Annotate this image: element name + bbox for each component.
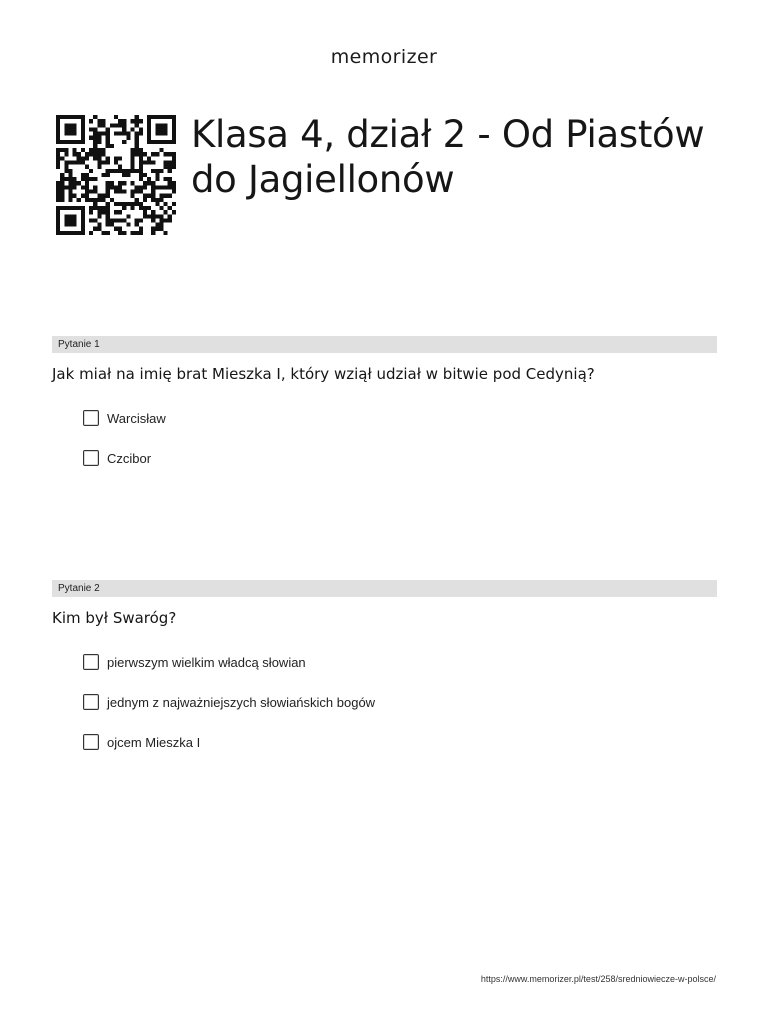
option-label: Warcisław	[107, 410, 166, 426]
question-2-option-1[interactable]	[83, 653, 306, 671]
question-1-option-1[interactable]	[83, 409, 166, 427]
checkbox[interactable]	[83, 734, 99, 750]
page-title-line-1: Klasa 4, dział 2 - Od Piastów	[191, 113, 705, 156]
checkbox[interactable]	[83, 410, 99, 426]
qr-code-icon	[52, 115, 180, 235]
question-1-option-2[interactable]	[83, 449, 151, 467]
page-title-line-2: do Jagiellonów	[191, 158, 455, 201]
page-title	[191, 112, 731, 202]
option-label: jednym z najważniejszych słowiańskich bogów	[107, 694, 376, 710]
question-1-header: Pytanie 1	[52, 336, 717, 353]
footer-url[interactable]: https://www.memorizer.pl/test/258/sredniowiecze-w-polsce/	[480, 974, 716, 984]
checkbox[interactable]	[83, 450, 99, 466]
logo: memorizer	[330, 46, 438, 68]
checkbox[interactable]	[83, 654, 99, 670]
question-2-option-2[interactable]	[83, 693, 375, 711]
option-label: pierwszym wielkim władcą słowian	[107, 654, 306, 670]
option-label: ojcem Mieszka I	[107, 734, 201, 750]
question-1-text: Jak miał na imię brat Mieszka I, który wziął udział w bitwie pod Cedynią?	[52, 365, 595, 383]
question-2-option-3[interactable]	[83, 733, 200, 751]
option-label: Czcibor	[107, 450, 152, 466]
question-2-header: Pytanie 2	[52, 580, 717, 597]
checkbox[interactable]	[83, 694, 99, 710]
question-2-text: Kim był Swaróg?	[52, 609, 177, 627]
